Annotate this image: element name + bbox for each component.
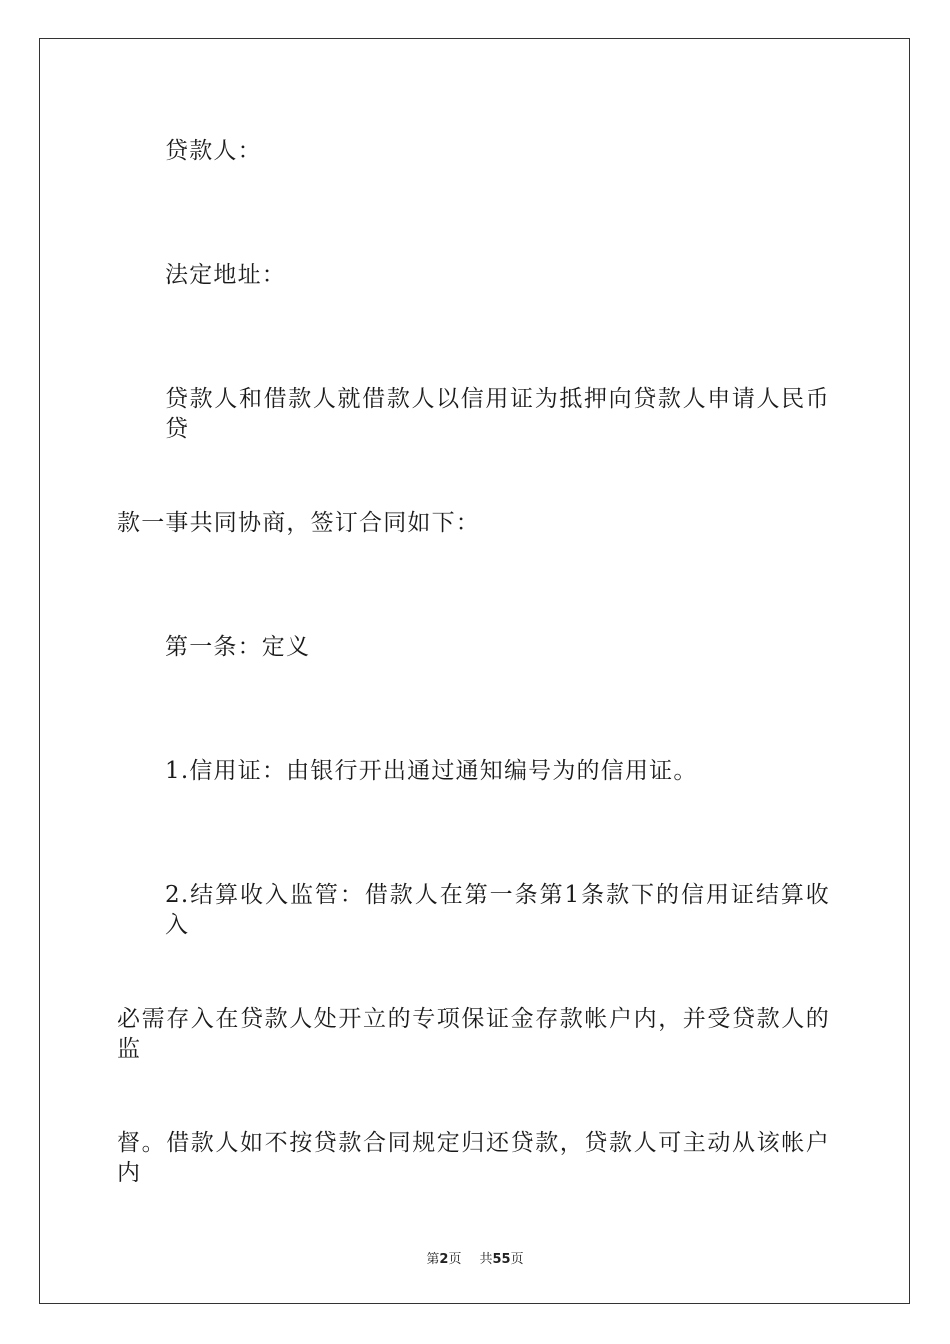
footer-total-suffix: 页	[510, 1252, 524, 1267]
current-page-number: 2	[439, 1252, 449, 1267]
page-footer	[0, 1248, 950, 1267]
lender-label: 贷款人：	[165, 138, 262, 164]
total-pages-number: 55	[492, 1252, 511, 1267]
article-one-heading: 第一条：定义	[165, 634, 311, 660]
legal-address-label: 法定地址：	[165, 262, 286, 288]
footer-total-prefix: 共	[479, 1252, 493, 1267]
footer-prefix: 第	[426, 1252, 440, 1267]
definition-item-2-line-2: 必需存入在贷款人处开立的专项保证金存款帐户内，并受贷款人的监	[117, 1006, 830, 1062]
definition-item-2-line-3: 督。借款人如不按贷款合同规定归还贷款，贷款人可主动从该帐户内	[117, 1130, 830, 1186]
page-border	[39, 38, 910, 1304]
definition-item-1: 1.信用证：由银行开出通过通知编号为的信用证。	[165, 758, 698, 784]
definition-item-2-line-1: 2.结算收入监管：借款人在第一条第1条款下的信用证结算收入	[165, 882, 830, 938]
intro-paragraph-line-1: 贷款人和借款人就借款人以信用证为抵押向贷款人申请人民币贷	[165, 386, 830, 442]
footer-page-suffix: 页	[448, 1252, 462, 1267]
intro-paragraph-line-2: 款一事共同协商，签订合同如下：	[117, 510, 480, 536]
